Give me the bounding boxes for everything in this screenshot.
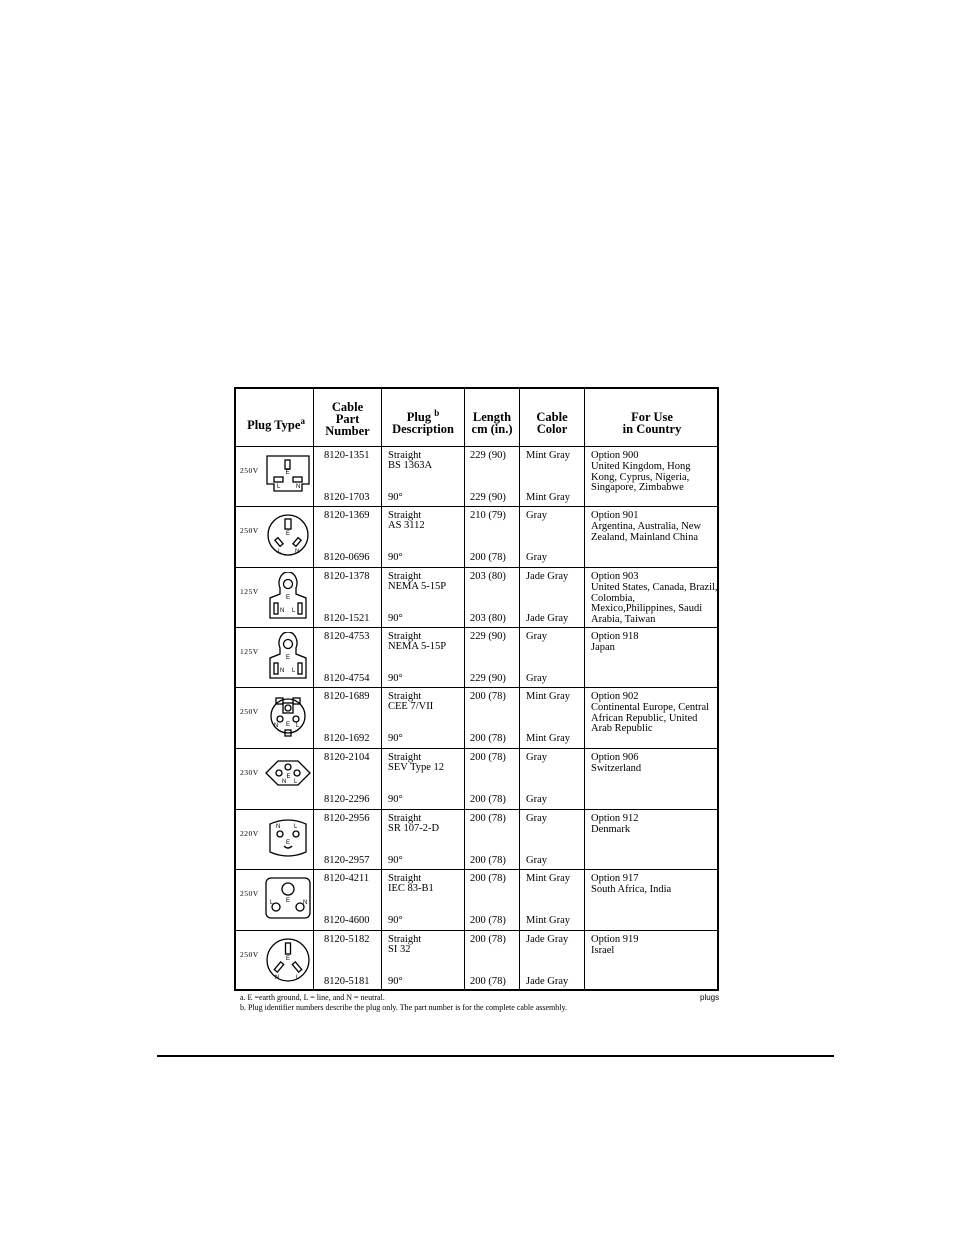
part-number-straight: 8120-1378 [324, 571, 370, 582]
cable-length: 200 (78) [470, 855, 506, 866]
australia-plug-icon [258, 511, 318, 564]
column-divider [464, 389, 465, 989]
cable-color: Gray [526, 794, 547, 805]
country-list: Continental Europe, Central African Republic, United Arab Republic [591, 702, 710, 734]
row-divider [236, 627, 717, 628]
voltage-label: 125V [240, 647, 259, 656]
option-number: Option 919 [591, 934, 639, 945]
header-cable-color: Cable Color [536, 410, 568, 436]
table-footnotes [240, 993, 567, 1012]
cable-color: Mint Gray [526, 691, 571, 702]
part-number-90: 8120-5181 [324, 976, 370, 987]
part-number-straight: 8120-2956 [324, 813, 370, 824]
figure-tag: plugs [700, 993, 720, 1002]
option-number: Option 906 [591, 752, 639, 763]
plug-standard: NEMA 5-15P [388, 581, 447, 592]
cable-length: 229 (90) [470, 631, 506, 642]
voltage-label: 220V [240, 829, 259, 838]
svg-text:L: L [292, 608, 296, 614]
cable-length: 200 (78) [470, 552, 506, 563]
svg-text:N: N [274, 723, 279, 729]
cable-color: Mint Gray [526, 873, 571, 884]
svg-text:N: N [275, 975, 280, 981]
india-plug-icon [258, 874, 318, 927]
cable-length: 200 (78) [470, 976, 506, 987]
cable-length: 200 (78) [470, 915, 506, 926]
svg-text:N: N [280, 608, 285, 614]
cable-length: 200 (78) [470, 934, 506, 945]
part-number-90: 8120-1521 [324, 613, 370, 624]
part-number-straight: 8120-1689 [324, 691, 370, 702]
nema-plug-icon [258, 572, 318, 627]
cable-color: Mint Gray [526, 733, 571, 744]
svg-text:E: E [286, 722, 291, 728]
plug-standard: AS 3112 [388, 520, 425, 531]
svg-text:E: E [286, 595, 291, 601]
footnote-b: b. Plug identifier numbers describe the plug only. The part number is for the complete cable assembly. [240, 1002, 567, 1012]
row-divider [236, 687, 717, 688]
cable-color: Jade Gray [526, 934, 569, 945]
part-number-90: 8120-4600 [324, 915, 370, 926]
plug-description: Straight [388, 813, 422, 824]
row-divider [236, 869, 717, 870]
row-divider [236, 567, 717, 568]
plug-standard: CEE 7/VII [388, 701, 434, 712]
plug-description: Straight [388, 450, 422, 461]
header-length: Length cm (in.) [471, 410, 513, 436]
svg-text:E: E [286, 655, 291, 661]
cable-color: Jade Gray [526, 613, 569, 624]
country-list: Switzerland [591, 763, 642, 774]
country-list: United States, Canada, Brazil, Colombia, Mexico,Philippines, Saudi Arabia, Taiwan [591, 582, 718, 625]
svg-text:L: L [277, 484, 281, 490]
part-number-straight: 8120-1351 [324, 450, 370, 461]
svg-text:N: N [280, 668, 285, 674]
svg-text:N: N [295, 549, 300, 555]
option-number: Option 902 [591, 691, 639, 702]
plug-description-90: 90° [388, 855, 403, 866]
header-plug-type: Plug Type$^a$ [247, 416, 305, 433]
country-list: Argentina, Australia, New Zealand, Mainland China [591, 521, 702, 543]
cable-color: Jade Gray [526, 976, 569, 987]
plug-standard: SI 32 [388, 944, 411, 955]
plug-description-90: 90° [388, 552, 403, 563]
cable-color: Gray [526, 552, 547, 563]
voltage-label: 250V [240, 889, 259, 898]
svg-text:L: L [270, 900, 274, 906]
part-number-straight: 8120-4753 [324, 631, 370, 642]
part-number-straight: 8120-2104 [324, 752, 370, 763]
cable-length: 200 (78) [470, 813, 506, 824]
plug-description: Straight [388, 510, 422, 521]
svg-text:L: L [294, 824, 298, 830]
part-number-straight: 8120-1369 [324, 510, 370, 521]
voltage-label: 250V [240, 950, 259, 959]
country-list: South Africa, India [591, 884, 672, 895]
cable-length: 229 (90) [470, 673, 506, 684]
cable-length: 203 (80) [470, 571, 506, 582]
part-number-90: 8120-2296 [324, 794, 370, 805]
column-divider [584, 389, 585, 989]
part-number-90: 8120-0696 [324, 552, 370, 563]
plug-description: Straight [388, 752, 422, 763]
page-rule [157, 1055, 834, 1057]
cable-length: 200 (78) [470, 794, 506, 805]
plug-description: Straight [388, 631, 422, 642]
israel-plug-icon [258, 935, 318, 990]
plug-description-90: 90° [388, 613, 403, 624]
footnote-a: a. E =earth ground, L = line, and N = neutral. [240, 993, 385, 1002]
part-number-90: 8120-2957 [324, 855, 370, 866]
svg-text:E: E [286, 531, 291, 537]
plug-description-90: 90° [388, 492, 403, 503]
cable-color: Gray [526, 813, 547, 824]
plug-description-90: 90° [388, 733, 403, 744]
cable-color: Gray [526, 510, 547, 521]
country-list: Israel [591, 945, 615, 956]
cable-color: Gray [526, 631, 547, 642]
cee-plug-icon [258, 692, 318, 747]
part-number-90: 8120-1703 [324, 492, 370, 503]
plug-description: Straight [388, 873, 422, 884]
country-list: Japan [591, 642, 615, 653]
cable-length: 210 (79) [470, 510, 506, 521]
plug-description-90: 90° [388, 976, 403, 987]
svg-text:E: E [286, 840, 291, 846]
svg-text:N: N [296, 484, 301, 490]
option-number: Option 901 [591, 510, 639, 521]
plug-standard: SR 107-2-D [388, 823, 440, 834]
voltage-label: 250V [240, 526, 259, 535]
plug-standard: IEC 83-B1 [388, 883, 434, 894]
header-divider [236, 446, 717, 447]
column-divider [519, 389, 520, 989]
plug-description: Straight [388, 934, 422, 945]
svg-text:L: L [278, 549, 282, 555]
power-cord-table [234, 387, 719, 991]
voltage-label: 125V [240, 587, 259, 596]
cable-color: Mint Gray [526, 915, 571, 926]
svg-text:E: E [286, 898, 291, 904]
header-plug-description: Plug $^b$ Description [392, 408, 454, 437]
column-divider [381, 389, 382, 989]
plug-standard: SEV Type 12 [388, 762, 445, 773]
cable-color: Gray [526, 673, 547, 684]
option-number: Option 912 [591, 813, 639, 824]
plug-description: Straight [388, 571, 422, 582]
uk-plug-icon [258, 451, 318, 504]
option-number: Option 900 [591, 450, 639, 461]
svg-text:L: L [294, 779, 298, 785]
cable-color: Jade Gray [526, 571, 569, 582]
plug-standard: NEMA 5-15P [388, 641, 447, 652]
country-list: Denmark [591, 824, 631, 835]
row-divider [236, 748, 717, 749]
header-part-number: Cable Part Number [325, 400, 370, 438]
cable-color: Mint Gray [526, 492, 571, 503]
cable-length: 229 (90) [470, 450, 506, 461]
cable-length: 203 (80) [470, 613, 506, 624]
svg-text:L: L [292, 668, 296, 674]
plug-description-90: 90° [388, 794, 403, 805]
svg-text:N: N [276, 824, 281, 830]
part-number-90: 8120-4754 [324, 673, 370, 684]
svg-text:E: E [285, 470, 290, 476]
plug-description-90: 90° [388, 915, 403, 926]
svg-text:N: N [303, 900, 308, 906]
voltage-label: 230V [240, 768, 259, 777]
plug-description-90: 90° [388, 673, 403, 684]
svg-text:L: L [296, 975, 300, 981]
danish-plug-icon [258, 814, 318, 867]
cable-length: 200 (78) [470, 691, 506, 702]
cable-color: Mint Gray [526, 450, 571, 461]
swiss-plug-icon [258, 753, 318, 798]
cable-length: 200 (78) [470, 752, 506, 763]
plug-description: Straight [388, 691, 422, 702]
cable-color: Gray [526, 855, 547, 866]
cable-color: Gray [526, 752, 547, 763]
part-number-straight: 8120-4211 [324, 873, 370, 884]
plug-standard: BS 1363A [388, 460, 433, 471]
part-number-90: 8120-1692 [324, 733, 370, 744]
nema-plug-icon [258, 632, 318, 687]
svg-text:E: E [286, 774, 291, 780]
option-number: Option 917 [591, 873, 639, 884]
cable-length: 200 (78) [470, 733, 506, 744]
voltage-label: 250V [240, 466, 259, 475]
svg-text:N: N [282, 779, 287, 785]
row-divider [236, 930, 717, 931]
part-number-straight: 8120-5182 [324, 934, 370, 945]
voltage-label: 250V [240, 707, 259, 716]
row-divider [236, 809, 717, 810]
cable-length: 229 (90) [470, 492, 506, 503]
svg-text:L: L [296, 723, 300, 729]
country-list: United Kingdom, Hong Kong, Cyprus, Nigeria, Singapore, Zimbabwe [591, 461, 691, 493]
option-number: Option 918 [591, 631, 639, 642]
svg-text:E: E [286, 956, 291, 962]
cable-length: 200 (78) [470, 873, 506, 884]
row-divider [236, 506, 717, 507]
header-country: For Use in Country [622, 410, 682, 436]
option-number: Option 903 [591, 571, 639, 582]
